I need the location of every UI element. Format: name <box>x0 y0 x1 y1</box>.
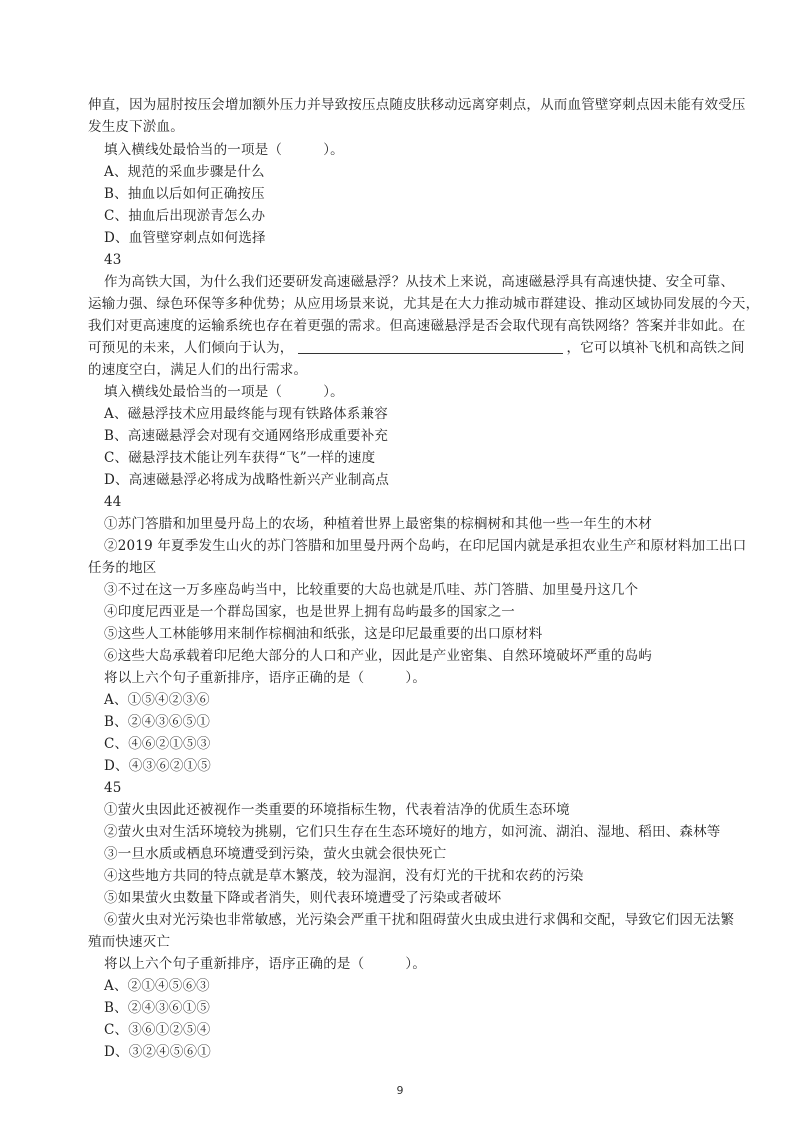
page-number: 9 <box>396 1084 404 1097</box>
option-b: B、高速磁悬浮会对现有交通网络形成重要补充 <box>104 428 389 444</box>
question-prompt: 将以上六个句子重新排序，语序正确的是（ ）。 <box>104 956 427 972</box>
sentence-item: ⑤如果萤火虫数量下降或者消失，则代表环境遭受了污染或者破坏 <box>104 890 502 906</box>
sentence-item: ⑥萤火虫对光污染也非常敏感，光污染会严重干扰和阻碍萤火虫成虫进行求偶和交配，导致它们因无法繁 <box>104 912 735 928</box>
sentence-item: ④印度尼西亚是一个群岛国家，也是世界上拥有岛屿最多的国家之一 <box>104 604 515 620</box>
option-a: A、②①④⑤⑥③ <box>104 978 210 994</box>
question-number: 44 <box>104 494 122 510</box>
text-segment: 可预见的未来，人们倾向于认为， <box>88 340 294 356</box>
text-line: 作为高铁大国，为什么我们还要研发高速磁悬浮？从技术上来说，高速磁悬浮具有高速快捷、安全可靠、 <box>104 274 735 290</box>
question-prompt: 将以上六个句子重新排序，语序正确的是（ ）。 <box>104 670 427 686</box>
question-number: 45 <box>104 780 122 796</box>
question-number: 43 <box>104 252 122 268</box>
text-line: 运输力强、绿色环保等多种优势；从应用场景来说，尤其是在大力推动城市群建设、推动区域协同发展的今天， <box>88 296 760 312</box>
option-c: C、抽血后出现淤青怎么办 <box>104 208 266 224</box>
sentence-item: ②2019 年夏季发生山火的苏门答腊和加里曼丹两个岛屿，在印尼国内就是承担农业生产和原材料加工出口 <box>104 538 747 554</box>
option-a: A、规范的采血步骤是什么 <box>104 164 265 180</box>
option-d: D、③②④⑤⑥① <box>104 1044 211 1060</box>
option-d: D、血管壁穿刺点如何选择 <box>104 230 266 246</box>
sentence-item: ①萤火虫因此还被视作一类重要的环境指标生物，代表着洁净的优质生态环境 <box>104 802 570 818</box>
sentence-item-cont: 殖而快速灭亡 <box>88 934 171 950</box>
sentence-item-cont: 任务的地区 <box>88 560 157 576</box>
option-c: C、③⑥①②⑤④ <box>104 1022 211 1038</box>
text-segment: ，它可以填补飞机和高铁之间 <box>566 340 745 356</box>
option-a: A、磁悬浮技术应用最终能与现有铁路体系兼容 <box>104 406 388 422</box>
text-line-with-blank <box>88 338 745 358</box>
sentence-item: ⑤这些人工林能够用来制作棕榈油和纸张，这是印尼最重要的出口原材料 <box>104 626 543 642</box>
text-line: 发生皮下淤血。 <box>88 119 184 135</box>
text-line: 我们对更高速度的运输系统也存在着更强的需求。但高速磁悬浮是否会取代现有高铁网络？答案并非如此。在 <box>88 318 746 334</box>
text-line: 伸直，因为屈肘按压会增加额外压力并导致按压点随皮肤移动远离穿刺点，从而血管壁穿刺点因未能有效受压 <box>88 97 746 113</box>
option-b: B、②④③⑥①⑤ <box>104 1000 211 1016</box>
option-c: C、磁悬浮技术能让列车获得“飞”一样的速度 <box>104 450 376 466</box>
sentence-item: ①苏门答腊和加里曼丹岛上的农场，种植着世界上最密集的棕榈树和其他一些一年生的木材 <box>104 516 652 532</box>
sentence-item: ④这些地方共同的特点就是草木繁茂，较为湿润，没有灯光的干扰和农药的污染 <box>104 868 584 884</box>
sentence-item: ⑥这些大岛承载着印尼绝大部分的人口和产业，因此是产业密集、自然环境破坏严重的岛屿 <box>104 648 652 664</box>
question-prompt: 填入横线处最恰当的一项是（ ）。 <box>104 384 344 400</box>
option-d: D、④③⑥②①⑤ <box>104 758 211 774</box>
option-b: B、②④③⑥⑤① <box>104 714 211 730</box>
option-a: A、①⑤④②③⑥ <box>104 692 210 708</box>
sentence-item: ③不过在这一万多座岛屿当中，比较重要的大岛也就是爪哇、苏门答腊、加里曼丹这几个 <box>104 582 639 598</box>
option-b: B、抽血以后如何正确按压 <box>104 186 265 202</box>
text-line: 的速度空白，满足人们的出行需求。 <box>88 362 308 378</box>
question-prompt: 填入横线处最恰当的一项是（ ）。 <box>104 142 344 158</box>
sentence-item: ③一旦水质或栖息环境遭受到污染，萤火虫就会很快死亡 <box>104 846 447 862</box>
fill-blank <box>298 339 563 354</box>
option-d: D、高速磁悬浮必将成为战略性新兴产业制高点 <box>104 472 390 488</box>
option-c: C、④⑥②①⑤③ <box>104 736 211 752</box>
sentence-item: ②萤火虫对生活环境较为挑剔，它们只生存在生态环境好的地方，如河流、湖泊、湿地、稻田、森林等 <box>104 824 721 840</box>
